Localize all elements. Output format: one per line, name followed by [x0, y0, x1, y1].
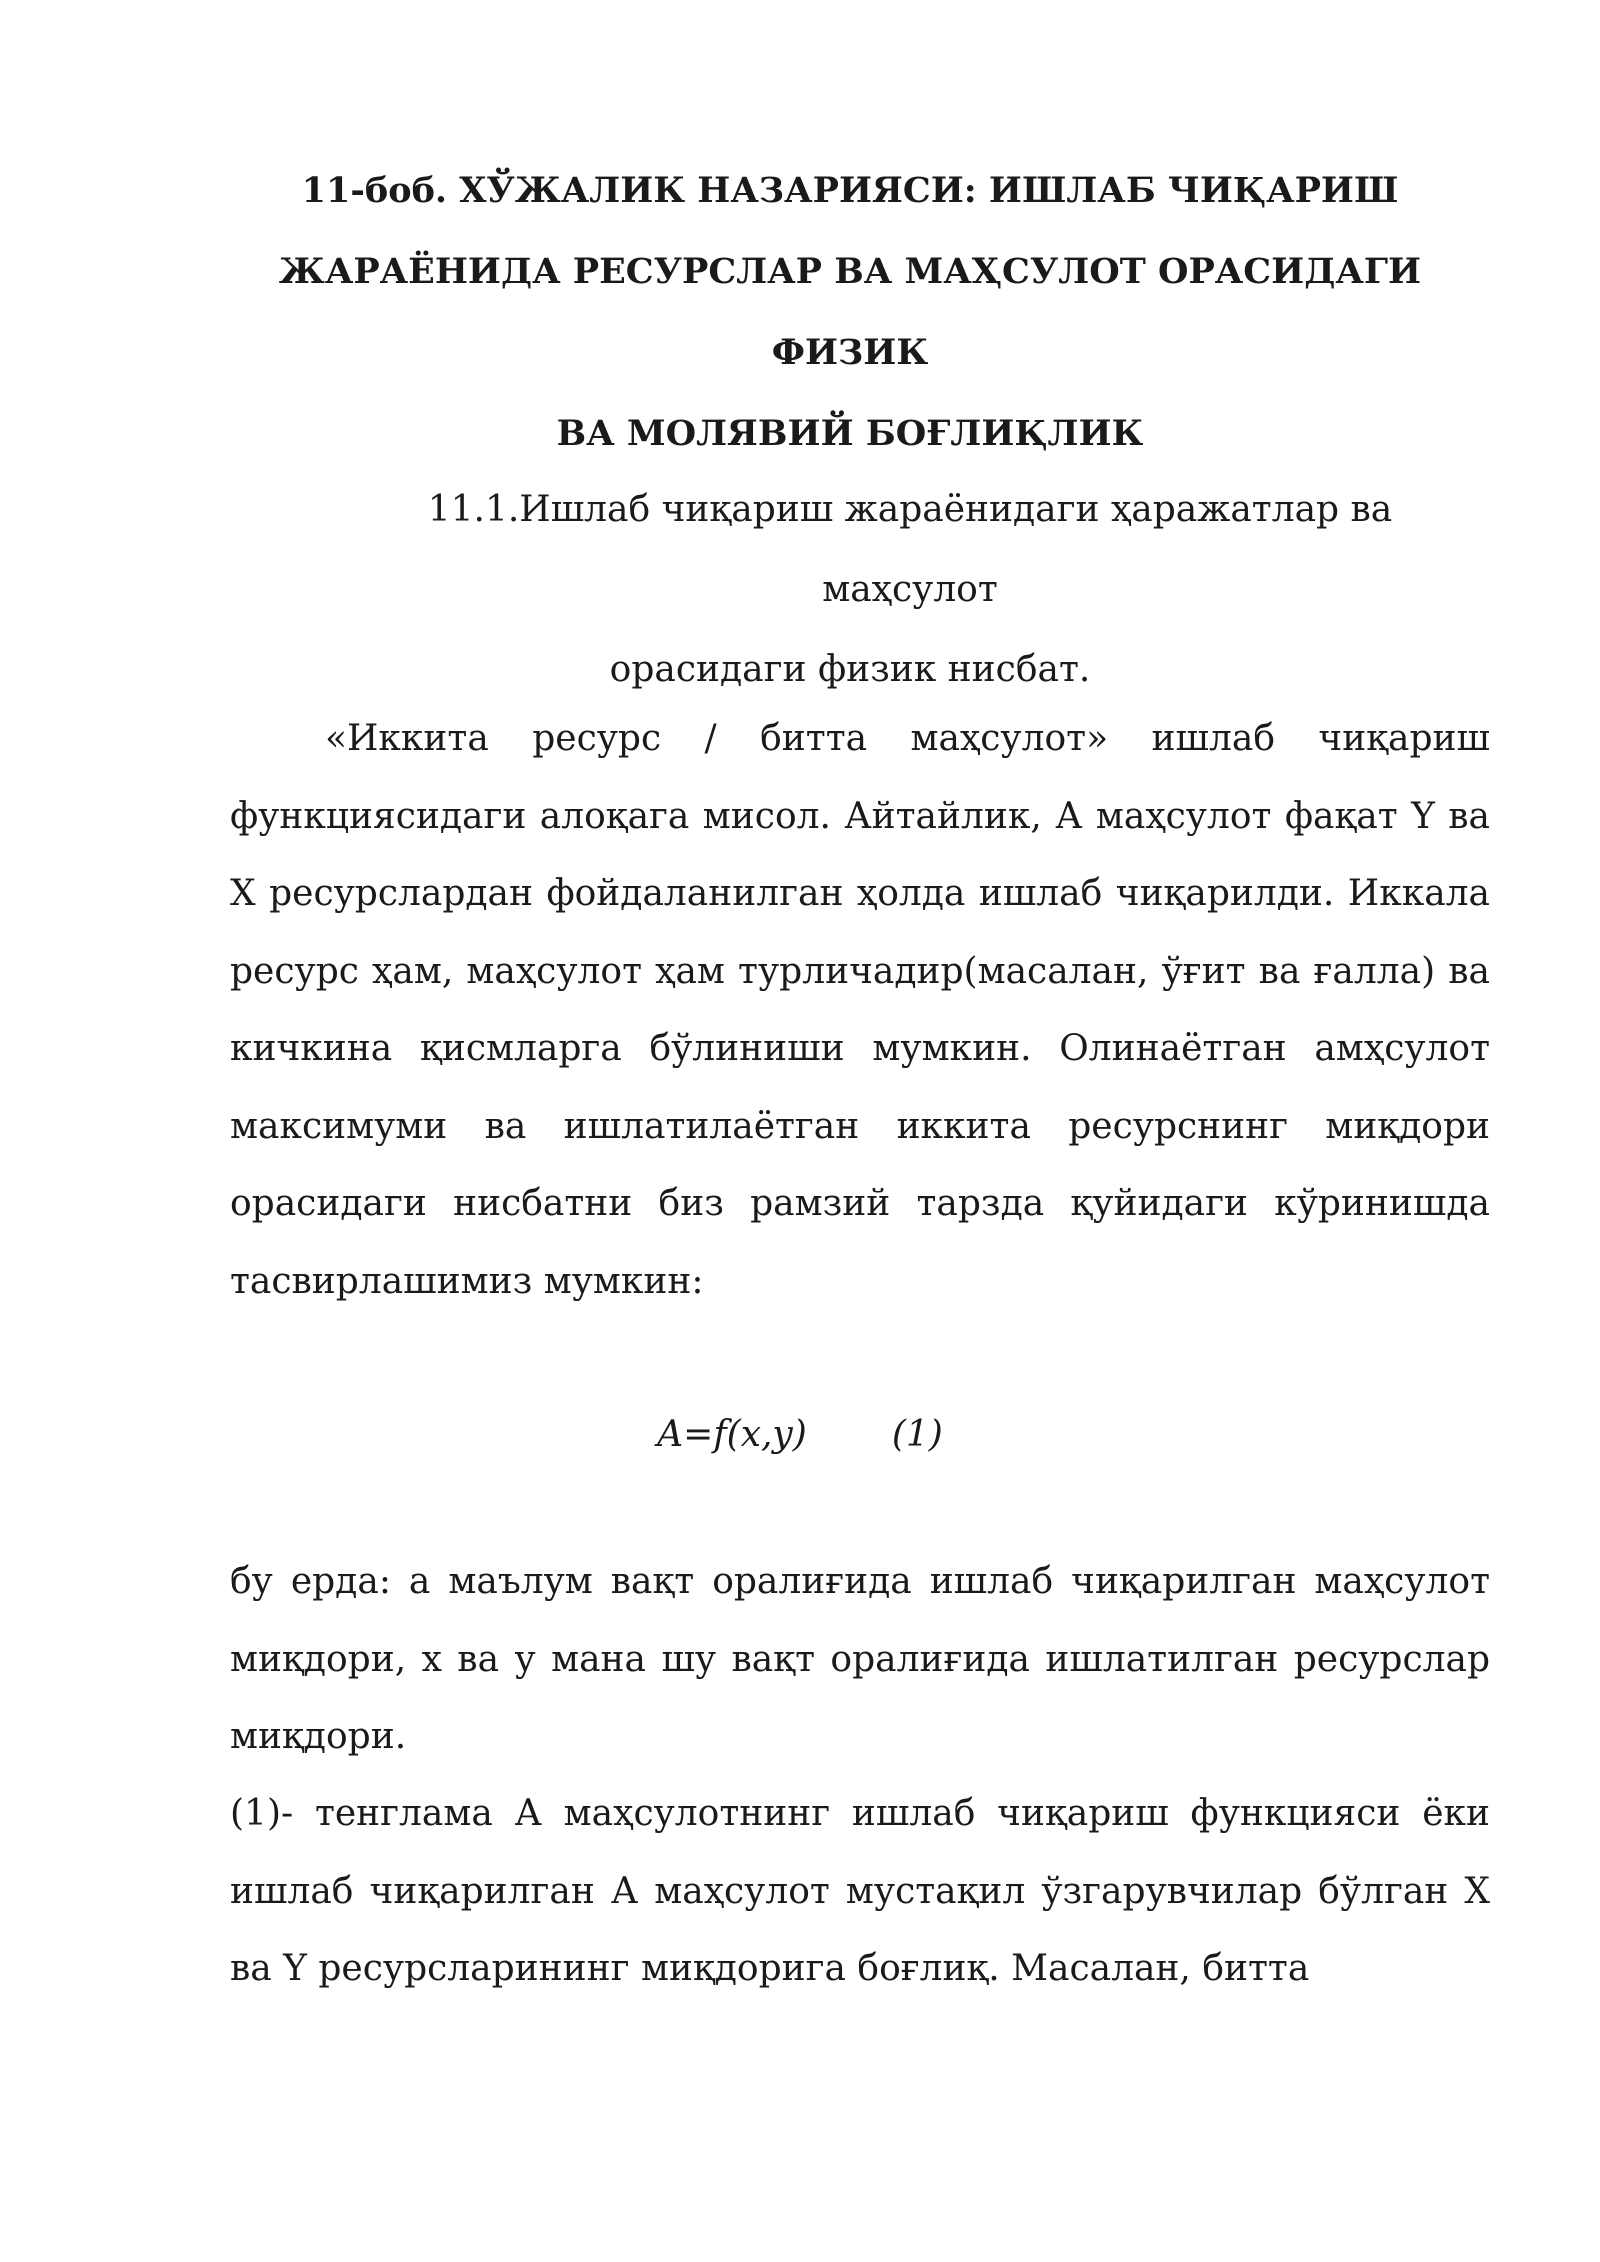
section-title: [230, 470, 1470, 710]
formula-number: (1): [891, 1414, 943, 1455]
paragraph-definition: бу ерда: а маълум вақт оралиғида ишлаб чиқарилган маҳсулот миқдори, х ва у мана шу вақт оралиғида ишлатилган ресурслар миқдори.: [230, 1561, 1490, 1757]
chapter-title-line: ВА МОЛЯВИЙ БОҒЛИҚЛИК: [556, 413, 1144, 454]
chapter-title-line: 11-боб. ХЎЖАЛИК НАЗАРИЯСИ: ИШЛАБ ЧИҚАРИШ: [301, 170, 1399, 211]
formula: [0, 1395, 1600, 1475]
chapter-title-line: ЖАРАЁНИДА РЕСУРСЛАР ВА МАҲСУЛОТ ОРАСИДАГИ ФИЗИК: [278, 251, 1422, 373]
paragraph-explanation: (1)- тенглама А маҳсулотнинг ишлаб чиқариш функцияси ёки ишлаб чиқарилган А маҳсулот мустақил ўзгарувчилар бўлган X ва Y ресурсларининг миқдорига боғлиқ. Масалан, битта: [230, 1793, 1490, 1989]
section-title-line: 11.1.Ишлаб чиқариш жараёнидаги ҳаражатлар ва маҳсулот: [427, 489, 1393, 610]
chapter-title: [230, 150, 1470, 474]
formula-expression: A=f(x,y): [657, 1414, 807, 1455]
paragraph-intro: «Иккита ресурс / битта маҳсулот» ишлаб чиқариш функциясидаги алоқага мисол. Айтайлик, А маҳсулот фақат Y ва X ресурслардан фойдаланилган ҳолда ишлаб чиқарилди. Иккала ресурс ҳам, маҳсулот ҳам турличадир(масалан, ўғит ва ғалла) ва кичкина қисмларга бўлиниши мумкин. Олинаётган амҳсулот максимуми ва ишлатилаётган иккита ресурснинг миқдори орасидаги нисбатни биз рамзий тарзда қуйидаги кўринишда тасвирлашимиз мумкин:: [230, 718, 1490, 1302]
section-title-line: орасидаги физик нисбат.: [609, 649, 1091, 690]
